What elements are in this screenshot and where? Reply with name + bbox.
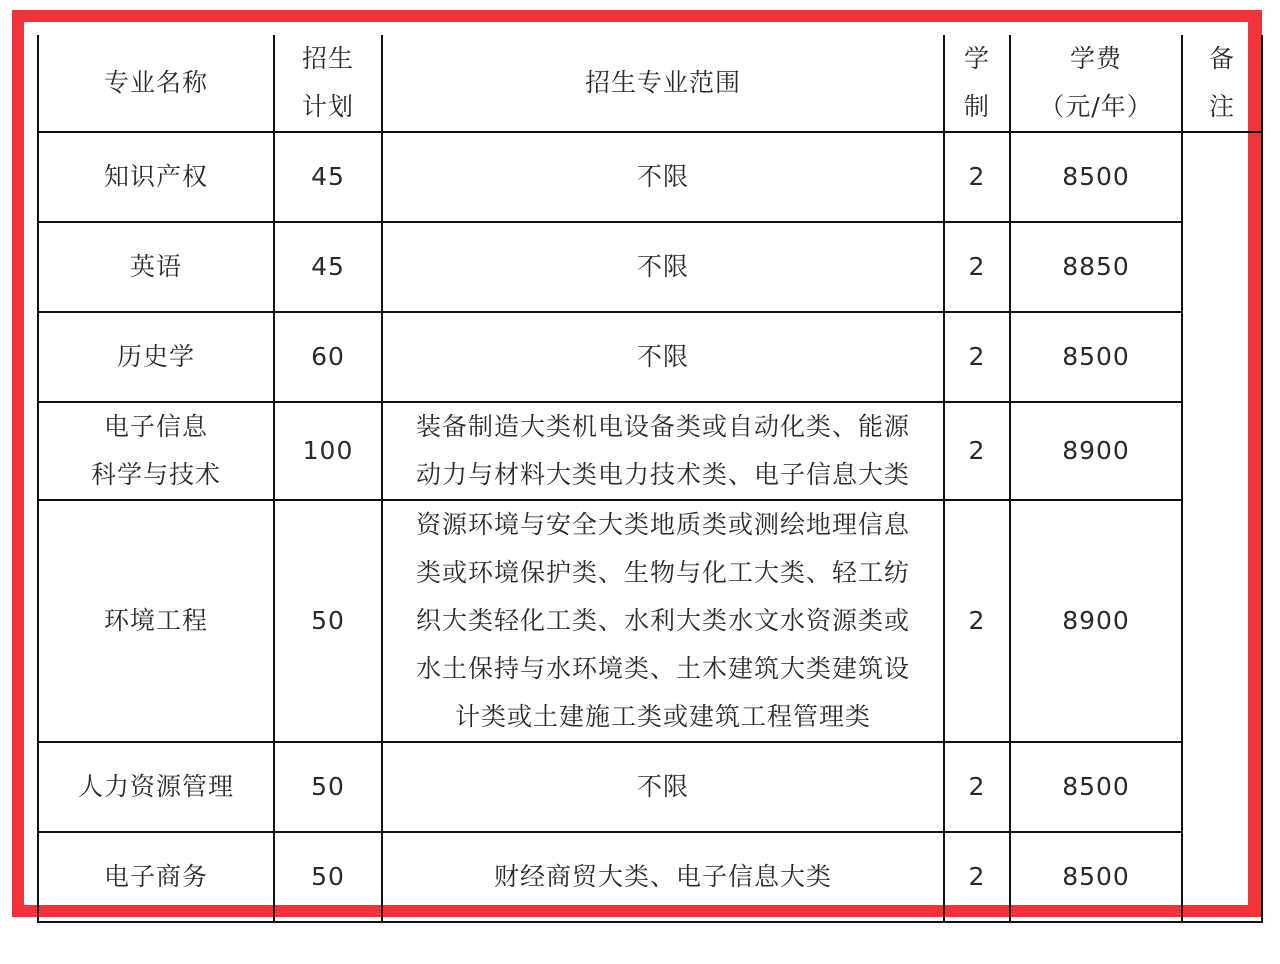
plan-cell: 45 [274, 222, 382, 312]
years-cell: 2 [944, 222, 1010, 312]
major-cell: 环境工程 [38, 500, 274, 742]
table-row [38, 832, 1262, 922]
header-plan-line2: 计划 [301, 92, 354, 121]
plan-cell: 100 [274, 402, 382, 500]
header-fee [1010, 35, 1182, 132]
fee-cell: 8850 [1010, 222, 1182, 312]
scope-cell [382, 402, 944, 500]
years-cell: 2 [944, 312, 1010, 402]
plan-cell: 50 [274, 500, 382, 742]
scope-cell: 财经商贸大类、电子信息大类 [382, 832, 944, 922]
table-row [38, 500, 1262, 742]
major-cell: 英语 [38, 222, 274, 312]
years-cell: 2 [944, 132, 1010, 222]
header-years-line2: 制 [963, 92, 990, 121]
remark-cell [1182, 132, 1262, 922]
scope-line: 计类或土建施工类或建筑工程管理类 [454, 702, 871, 731]
major-line1: 电子信息 [103, 412, 208, 441]
scope-cell: 不限 [382, 742, 944, 832]
years-cell: 2 [944, 402, 1010, 500]
header-plan-line1: 招生 [301, 44, 354, 73]
scope-line: 水土保持与水环境类、土木建筑大类建筑设 [415, 654, 910, 683]
plan-cell: 50 [274, 832, 382, 922]
fee-cell: 8900 [1010, 402, 1182, 500]
header-remark [1182, 35, 1262, 132]
header-fee-line1: 学费 [1069, 44, 1122, 73]
major-cell [38, 402, 274, 500]
fee-cell: 8500 [1010, 742, 1182, 832]
header-years-line1: 学 [963, 44, 990, 73]
header-row [38, 35, 1262, 132]
years-cell: 2 [944, 500, 1010, 742]
plan-cell: 45 [274, 132, 382, 222]
table-row [38, 742, 1262, 832]
header-major: 专业名称 [38, 35, 274, 132]
major-cell: 电子商务 [38, 832, 274, 922]
scope-cell: 不限 [382, 222, 944, 312]
table-row [38, 132, 1262, 222]
major-line2: 科学与技术 [90, 460, 221, 489]
header-years [944, 35, 1010, 132]
scope-cell [382, 500, 944, 742]
major-cell: 知识产权 [38, 132, 274, 222]
table-row [38, 402, 1262, 500]
scope-line: 动力与材料大类电力技术类、电子信息大类 [415, 460, 910, 489]
table-row [38, 312, 1262, 402]
fee-cell: 8500 [1010, 832, 1182, 922]
years-cell: 2 [944, 742, 1010, 832]
major-cell: 人力资源管理 [38, 742, 274, 832]
scope-cell: 不限 [382, 312, 944, 402]
header-remark-line2: 注 [1208, 92, 1235, 121]
scope-line: 资源环境与安全大类地质类或测绘地理信息 [415, 510, 910, 539]
header-scope: 招生专业范围 [382, 35, 944, 132]
scope-line: 装备制造大类机电设备类或自动化类、能源 [415, 412, 910, 441]
scope-line: 织大类轻化工类、水利大类水文水资源类或 [415, 606, 910, 635]
scope-line: 类或环境保护类、生物与化工大类、轻工纺 [415, 558, 910, 587]
fee-cell: 8500 [1010, 132, 1182, 222]
plan-cell: 50 [274, 742, 382, 832]
fee-cell: 8500 [1010, 312, 1182, 402]
table-row [38, 222, 1262, 312]
program-table [37, 35, 1263, 923]
fee-cell: 8900 [1010, 500, 1182, 742]
years-cell: 2 [944, 832, 1010, 922]
scope-cell: 不限 [382, 132, 944, 222]
header-plan [274, 35, 382, 132]
major-cell: 历史学 [38, 312, 274, 402]
highlight-frame [12, 10, 1262, 917]
header-remark-line1: 备 [1208, 44, 1235, 73]
header-fee-line2: （元/年） [1039, 92, 1153, 121]
plan-cell: 60 [274, 312, 382, 402]
